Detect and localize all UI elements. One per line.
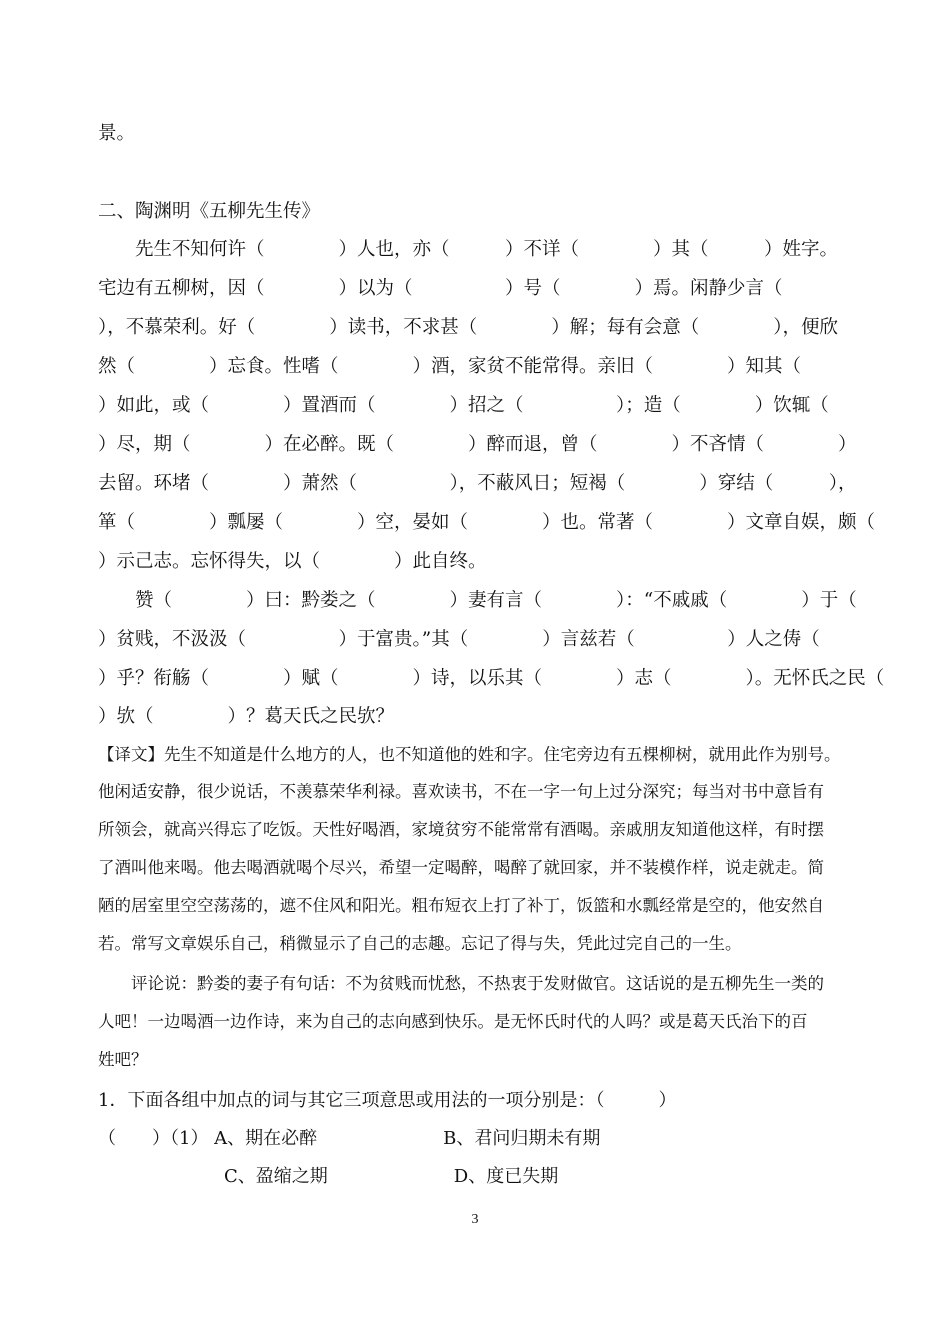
- text-line: 先生不知何许（ ）人也，亦（ ）不详（ ）其（ ）姓字。: [98, 239, 839, 260]
- text-line: ）乎？衔觞（ ）赋（ ）诗，以乐其（ ）志（ ）。无怀氏之民（: [98, 668, 885, 689]
- text-line: 赞（ ）曰：黔娄之（ ）妻有言（ ）：“不戚戚（ ）于（: [98, 590, 857, 611]
- translation-line: 人吧！一边喝酒一边作诗，来为自己的志向感到快乐。是无怀氏时代的人吗？或是葛天氏治下的百: [98, 1012, 808, 1031]
- text-line: 然（ ）忘食。性嗜（ ）酒，家贫不能常得。亲旧（ ）知其（: [98, 356, 802, 377]
- question-options: （ ）（1） A、期在必醉 B、君问归期未有期: [98, 1128, 601, 1149]
- translation-line: 他闲适安静，很少说话，不羡慕荣华利禄。喜欢读书，不在一字一句上过分深究；每当对书中意旨有: [98, 782, 824, 801]
- text-line: ）示己志。忘怀得失，以（ ）此自终。: [98, 551, 487, 572]
- section-heading: 二、陶渊明《五柳先生传》: [98, 201, 321, 222]
- text-line: 去留。环堵（ ）萧然（ ），不蔽风日；短褐（ ）穿结（ ），: [98, 473, 857, 494]
- text-line: ）如此，或（ ）置酒而（ ）招之（ ）；造（ ）饮辄（: [98, 395, 829, 416]
- text-line: ）欤（ ）？葛天氏之民欤？: [98, 706, 395, 727]
- translation-line: 姓吧？: [98, 1050, 148, 1069]
- translation-line: 陋的居室里空空荡荡的，遮不住风和阳光。粗布短衣上打了补丁，饭篮和水瓢经常是空的，他安然自: [98, 896, 824, 915]
- translation-line: 了酒叫他来喝。他去喝酒就喝个尽兴，希望一定喝醉，喝醉了就回家，并不装模作样，说走就走。简: [98, 858, 824, 877]
- question-line: 1．下面各组中加点的词与其它三项意思或用法的一项分别是：（ ）: [98, 1090, 677, 1111]
- page-number: 3: [471, 1212, 479, 1227]
- translation-line: 评论说：黔娄的妻子有句话：不为贫贱而忧愁，不热衷于发财做官。这话说的是五柳先生一类的: [98, 974, 824, 993]
- question-options: C、盈缩之期 D、度已失期: [98, 1166, 559, 1187]
- translation-line: 【译文】先生不知道是什么地方的人，也不知道他的姓和字。住宅旁边有五棵柳树，就用此作为别号。: [98, 745, 841, 764]
- translation-line: 若。常写文章娱乐自己，稍微显示了自己的志趣。忘记了得与失，凭此过完自己的一生。: [98, 934, 742, 953]
- text-line: ），不慕荣利。好（ ）读书，不求甚（ ）解；每有会意（ ），便欣: [98, 317, 839, 338]
- text-line: 箪（ ）瓢屡（ ）空，晏如（ ）也。常著（ ）文章自娱，颇（: [98, 512, 876, 533]
- text-line: ）尽，期（ ）在必醉。既（ ）醉而退，曾（ ）不吝情（ ）: [98, 434, 857, 455]
- text-line: ）贫贱，不汲汲（ ）于富贵。”其（ ）言兹若（ ）人之俦（: [98, 629, 820, 650]
- text-line: 宅边有五柳树，因（ ）以为（ ）号（ ）焉。闲静少言（: [98, 278, 783, 299]
- text-line: 景。: [98, 123, 136, 144]
- translation-line: 所领会，就高兴得忘了吃饭。天性好喝酒，家境贫穷不能常常有酒喝。亲戚朋友知道他这样，有时摆: [98, 820, 824, 839]
